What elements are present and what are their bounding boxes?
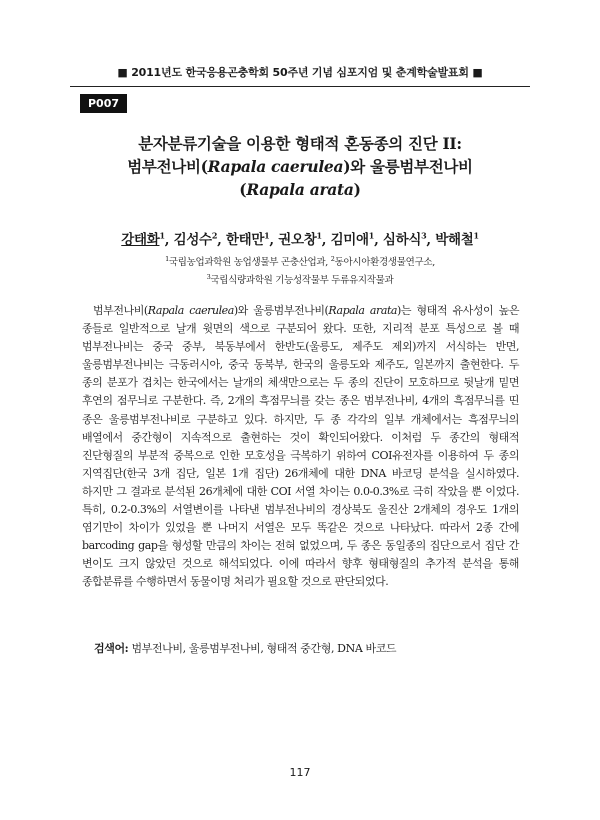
keywords-label: 검색어: bbox=[94, 642, 129, 655]
author: 권오창$^1$ bbox=[278, 230, 322, 248]
affiliation: 국립식량과학원 기능성작물부 두류유지작물과 bbox=[210, 275, 394, 287]
author-list: 강태화$^1$, 김성수$^2$, 한태만$^1$, 권오창$^1$, 김미애$^1$, 심하식$^3$, 박해철$^1$ bbox=[121, 230, 479, 248]
species-name: Rapala arata bbox=[246, 180, 354, 199]
species-name: Rapala caerulea bbox=[207, 157, 344, 176]
author: 김미애$^1$ bbox=[330, 230, 375, 248]
title-line-3: (Rapala arata) bbox=[239, 180, 361, 199]
keywords bbox=[94, 640, 530, 656]
author: 강태화$^1$ bbox=[121, 230, 165, 248]
page-number: 117 bbox=[289, 766, 311, 779]
affiliation: 국립농업과학원 농업생물부 곤충산업과, bbox=[168, 257, 328, 269]
poster-code-badge: P007 bbox=[80, 94, 127, 113]
paper-title bbox=[70, 132, 530, 201]
author: 심하식$^3$ bbox=[382, 230, 427, 248]
keywords-text: 범부전나비, 울릉범부전나비, 형태적 중간형, DNA 바코드 bbox=[128, 642, 397, 655]
author: 한태만$^1$ bbox=[225, 230, 270, 248]
affiliations: $^1$국립농업과학원 농업생물부 곤충산업과, $^2$동아시아환경생물연구소, $^3$국립식량과학원 기능성작물부 두류유지작물과 bbox=[165, 255, 435, 287]
abstract-body: 범부전나비(Rapala caerulea)와 울릉범부전나비(Rapala arata)는 형태적 유사성이 높은 종들로 일반적으로 날개 윗면의 색으로 구분되어 왔다. 또한, 지리적 분포 특성으로 볼 때 범부전나비는 중국 중부, 북동부에서 한반도(울릉도, 제주도 제외)까지 서식하는 반면, 울릉범부전나비는 극동러시아, 중국 동북부, 한국의 울릉도와 제주도, 일본까지 출현한다. 두 종의 분포가 겹치는 한국에서는 날개의 체색만으로는 두 종의 진단이 모호하므로 뒷날개 밑면 후연의 점무늬로 구분한다. 즉, 2개의 흑점무늬를 갖는 종은 범부전나비, 4개의 흑점무늬를 띤 종은 울릉범부전나비로 구분하고 있다. 하지만, 두 종 각각의 일부 개체에서는 흑점무늬의 배열에서 중간형이 지속적으로 출현하는 것이 확인되어왔다. 이처럼 두 종간의 형태적 진단형질의 부분적 중복으로 인한 모호성을 극복하기 위하여 COI유전자를 이용하여 두 종의 지역집단(한국 3개 집단, 일본 1개 집단) 26개체에 대한 DNA 바코딩 분석을 실시하였다. 하지만 그 결과로 분석된 26개체에 대한 COI 서열 차이는 0.0-0.3%로 극히 작았을 뿐 이었다. 특히, 0.2-0.3%의 서열변이를 나타낸 범부전나비의 경상북도 울진산 2개체의 경우도 1개의 염기만이 차이가 있었을 뿐 나머지 서열은 모두 똑같은 것으로 나타났다. 따라서 2종 간에 barcoding gap을 형성할 만큼의 차이는 전혀 없었으며, 두 종은 동일종의 집단으로서 집단 간 변이도 크지 않았던 것으로 해석되었다. 이에 따라서 향후 형태형질의 추가적 분석을 통해 종합분류를 수행하면서 동물이명 처리가 필요할 것으로 판단되었다. bbox=[82, 304, 520, 589]
species-name: Rapala arata bbox=[328, 304, 398, 317]
affiliation: 동아시아환경생물연구소, bbox=[334, 257, 435, 269]
author: 김성수$^2$ bbox=[173, 230, 218, 248]
title-line-2: 범부전나비(Rapala caerulea)와 울릉범부전나비 bbox=[127, 157, 473, 176]
species-name: Rapala caerulea bbox=[147, 304, 234, 317]
title-line-1: 분자분류기술을 이용한 형태적 혼동종의 진단 II: bbox=[138, 134, 462, 153]
conference-header: ■ 2011년도 한국응용곤충학회 50주년 기념 심포지엄 및 춘계학술발표회 ■ bbox=[70, 64, 530, 87]
author: 박해철$^1$ bbox=[435, 230, 479, 248]
